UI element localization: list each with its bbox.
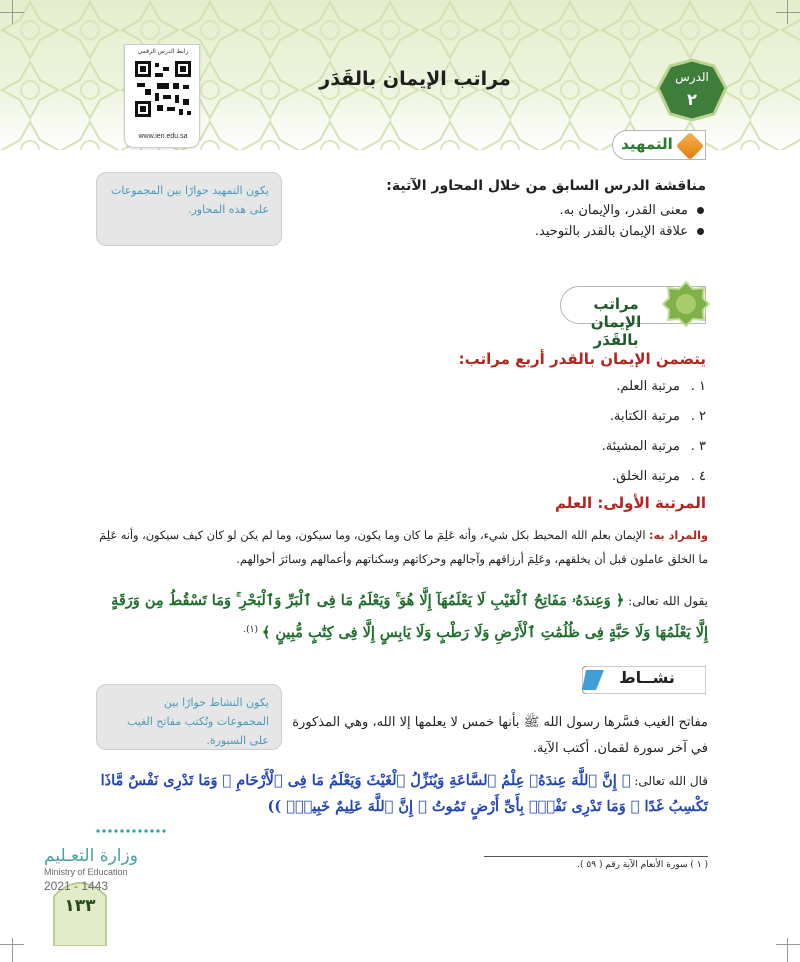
rank-number: ١ . bbox=[690, 379, 706, 394]
crop-mark bbox=[787, 0, 788, 24]
crop-mark bbox=[12, 0, 13, 24]
verse-paragraph bbox=[96, 586, 708, 648]
footnote-divider bbox=[484, 856, 708, 857]
answer-verse: ﴿ إِنَّ ٱللَّهَ عِندَهُۥ عِلْمُ ٱلسَّاعَةِ وَيُنَزِّلُ ٱلْغَيْثَ وَيَعْلَمُ مَا فِى ٱلْأَرْحَامِ ۖ وَمَا تَدْرِى نَفْسٌ مَّاذَا تَكْسِبُ غَدًا ۖ وَمَا تَدْرِى نَفْسٌۢ بِأَىِّ أَرْضٍ تَمُوتُ ۚ إِنَّ ٱللَّهَ عَلِيمٌ خَبِيرٌۢ )) bbox=[100, 772, 708, 815]
rank-number: ٣ . bbox=[690, 439, 706, 454]
intro-bullets bbox=[380, 200, 706, 242]
rank-label: مرتبة العلم. bbox=[616, 379, 680, 394]
rank-number: ٤ . bbox=[690, 469, 706, 484]
crop-mark bbox=[776, 944, 800, 945]
list-item bbox=[420, 402, 706, 432]
meaning-lead: والمراد به: bbox=[649, 529, 708, 542]
page-number: ١٣٣ bbox=[64, 896, 96, 916]
lesson-badge-label: الدرس bbox=[675, 70, 709, 84]
ranks-list bbox=[420, 372, 706, 492]
rank1-heading: المرتبة الأولى: العلم bbox=[554, 494, 706, 512]
activity-side-note: يكون النشاط حوارًا بين المجموعات وتُكتب مفاتح الغيب على السبورة. bbox=[96, 684, 282, 750]
crop-mark bbox=[12, 938, 13, 962]
footnote: ( ١ ) سورة الأنعام الآية رقم ( ٥٩ ). bbox=[577, 860, 708, 870]
list-item: معنى القدر، والإيمان به. bbox=[380, 200, 706, 221]
rank-label: مرتبة المشيئة. bbox=[601, 439, 680, 454]
meaning-text: الإيمان بعلم الله المحيط بكل شيء، وأنه عَلِمَ ما كان وما يكون، وما سيكون، وما لم يكن لو كان كيف سيكون، وأنه عَلِمَ ما الخلق عاملون قبل أن يخلقهم، وعَلِمَ أرزاقهم وآجالهم وحركاتهم وسكناتهم وأعمالهم وسائرَ أحوالهم. bbox=[99, 529, 708, 566]
crop-mark bbox=[787, 938, 788, 962]
answer-intro: قال الله تعالى: bbox=[634, 774, 708, 788]
ministry-logo-ar: وزارة التعـليم bbox=[44, 846, 138, 866]
list-item bbox=[420, 462, 706, 492]
activity-answer bbox=[96, 768, 708, 820]
rank-label: مرتبة الكتابة. bbox=[609, 409, 680, 424]
quran-verse: ﴿ وَعِندَهُۥ مَفَاتِحُ ٱلْغَيْبِ لَا يَعْلَمُهَآ إِلَّا هُوَ ۚ وَيَعْلَمُ مَا فِى ٱلْبَرِّ وَٱلْبَحْرِ ۚ وَمَا تَسْقُطُ مِن وَرَقَةٍ إِلَّا يَعْلَمُهَا وَلَا حَبَّةٍ فِى ظُلُمَٰتِ ٱلْأَرْضِ وَلَا رَطْبٍ وَلَا يَابِسٍ إِلَّا فِى كِتَٰبٍ مُّبِينٍ ﴾ bbox=[111, 592, 708, 641]
crop-mark bbox=[776, 12, 800, 13]
ministry-logo-en: Ministry of Education bbox=[44, 867, 128, 877]
dotted-line-decoration bbox=[94, 826, 184, 836]
rank-number: ٢ . bbox=[690, 409, 706, 424]
rank-label: مرتبة الخلق. bbox=[611, 469, 680, 484]
ranks-heading: يتضمن الإيمان بالقدر أربع مراتب: bbox=[458, 350, 706, 368]
lesson-badge-number: ٢ bbox=[687, 90, 697, 109]
activity-label: نشــاط bbox=[619, 668, 675, 687]
intro-side-note: يكون التمهيد حوارًا بين المجموعات على هذه المحاور. bbox=[96, 172, 282, 246]
lesson-title: مراتب الإيمان بالقَدَر bbox=[319, 68, 511, 90]
footnote-ref: (١). bbox=[243, 625, 258, 635]
intro-label: التمهيد bbox=[621, 135, 673, 153]
verse-intro: يقول الله تعالى: bbox=[628, 594, 708, 608]
list-item: علاقة الإيمان بالقدر بالتوحيد. bbox=[380, 221, 706, 242]
list-item bbox=[420, 372, 706, 402]
section-label: مراتب الإيمان بالقَدَر bbox=[590, 295, 642, 349]
intro-heading: مناقشة الدرس السابق من خلال المحاور الآتية: bbox=[386, 178, 706, 194]
activity-text: مفاتح الغيب فسَّرها رسول الله ﷺ بأنها خمس لا يعلمها إلا الله، وهي المذكورة في آخر سورة لقمان. أكتب الآية. bbox=[292, 715, 708, 756]
list-item bbox=[420, 432, 706, 462]
qr-code-icon[interactable] bbox=[133, 59, 193, 119]
meaning-paragraph bbox=[96, 524, 708, 572]
octagon-star-icon bbox=[662, 280, 710, 328]
qr-card[interactable] bbox=[124, 44, 200, 148]
edition-year: 2021 - 1443 bbox=[44, 879, 109, 893]
qr-caption: رابط الدرس الرقمي bbox=[137, 48, 189, 55]
qr-url[interactable]: www.ien.edu.sa bbox=[138, 133, 188, 140]
